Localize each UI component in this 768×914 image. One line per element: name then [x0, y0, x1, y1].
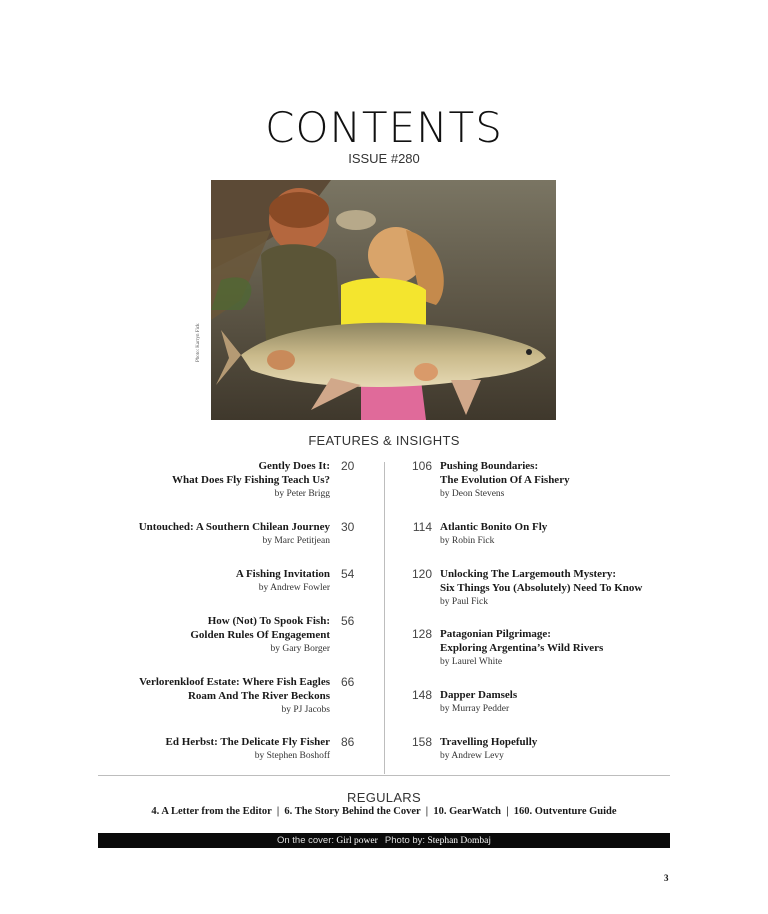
- entry-author: by Andrew Levy: [440, 751, 504, 761]
- entry-author: by Stephen Boshoff: [254, 751, 330, 761]
- entry-title: A Fishing Invitation: [235, 568, 330, 580]
- section-divider: [98, 775, 670, 776]
- entry-author: by Andrew Fowler: [258, 583, 330, 593]
- entry-author: by Marc Petitjean: [262, 536, 330, 546]
- photographer-name: Stephan Dombaj: [427, 836, 492, 846]
- entry-page-number: 56: [341, 614, 355, 628]
- entry-author: by Laurel White: [440, 657, 503, 667]
- entry-title: Golden Rules Of Engagement: [190, 629, 330, 641]
- issue-number: ISSUE #280: [348, 151, 420, 166]
- entry-author: by Murray Pedder: [440, 704, 510, 714]
- toc-entry[interactable]: [30, 614, 330, 656]
- entry-title: Ed Herbst: The Delicate Fly Fisher: [165, 736, 330, 748]
- entry-title: Dapper Damsels: [440, 689, 518, 701]
- entry-title: Untouched: A Southern Chilean Journey: [138, 521, 330, 533]
- toc-entry[interactable]: [440, 688, 720, 716]
- toc-entry[interactable]: [440, 459, 720, 501]
- toc-entry[interactable]: [30, 520, 330, 548]
- entry-title: Atlantic Bonito On Fly: [440, 521, 548, 533]
- entry-title: Pushing Boundaries:: [440, 460, 539, 472]
- entry-title: What Does Fly Fishing Teach Us?: [172, 474, 330, 486]
- entry-title: Patagonian Pilgrimage:: [440, 628, 551, 640]
- entry-page-number: 66: [341, 675, 355, 689]
- entry-page-number: 30: [341, 520, 355, 534]
- entry-page-number: 148: [411, 688, 432, 702]
- entry-title: How (Not) To Spook Fish:: [207, 615, 330, 627]
- features-heading: FEATURES & INSIGHTS: [308, 433, 460, 448]
- regulars-list: 4. A Letter from the Editor | 6. The Story Behind the Cover | 10. GearWatch | 160. Outventure Guide: [151, 806, 617, 817]
- entry-author: by Paul Fick: [440, 597, 489, 607]
- entry-page-number: 20: [341, 459, 355, 473]
- entry-title: Gently Does It:: [258, 460, 330, 472]
- toc-entry[interactable]: [440, 627, 720, 669]
- toc-entry[interactable]: [440, 567, 720, 609]
- entry-page-number: 114: [412, 520, 432, 534]
- page-number: 3: [664, 873, 669, 883]
- toc-entry[interactable]: [440, 520, 720, 548]
- entry-page-number: 86: [341, 735, 355, 749]
- column-divider: [384, 462, 385, 774]
- entry-page-number: 128: [411, 627, 432, 641]
- toc-entry[interactable]: [30, 675, 330, 717]
- entry-title: Travelling Hopefully: [440, 736, 538, 748]
- photo-credit: Photo: Karryn Fick: [196, 323, 201, 362]
- entry-title: Six Things You (Absolutely) Need To Know: [440, 582, 643, 594]
- entry-title: Verlorenkloof Estate: Where Fish Eagles: [139, 676, 330, 688]
- cover-label: On the cover:: [276, 835, 334, 846]
- entry-page-number: 158: [411, 735, 432, 749]
- entry-page-number: 106: [411, 459, 432, 473]
- cover-caption-bar: [98, 833, 670, 848]
- entry-author: by Gary Borger: [270, 644, 330, 654]
- toc-entry[interactable]: [30, 567, 330, 595]
- entry-page-number: 54: [341, 567, 355, 581]
- regulars-heading: REGULARS: [347, 790, 421, 805]
- entry-author: by Robin Fick: [440, 536, 495, 546]
- photo-by-label: Photo by:: [384, 835, 426, 846]
- toc-entry[interactable]: [30, 459, 330, 501]
- entry-title: Roam And The River Beckons: [187, 690, 330, 702]
- cover-title: Girl power: [336, 836, 378, 846]
- entry-title: Exploring Argentina’s Wild Rivers: [440, 642, 604, 654]
- page-title: CONTENTS: [265, 103, 503, 152]
- toc-entry[interactable]: [440, 735, 720, 763]
- cover-photo-illustration: [211, 180, 556, 420]
- entry-author: by Peter Brigg: [274, 489, 330, 499]
- cover-photo: [211, 180, 556, 420]
- entry-author: by Deon Stevens: [440, 489, 505, 499]
- entry-author: by PJ Jacobs: [281, 705, 330, 715]
- entry-page-number: 120: [411, 567, 432, 581]
- entry-title: Unlocking The Largemouth Mystery:: [440, 568, 617, 580]
- entry-title: The Evolution Of A Fishery: [440, 474, 570, 486]
- toc-entry[interactable]: [30, 735, 330, 763]
